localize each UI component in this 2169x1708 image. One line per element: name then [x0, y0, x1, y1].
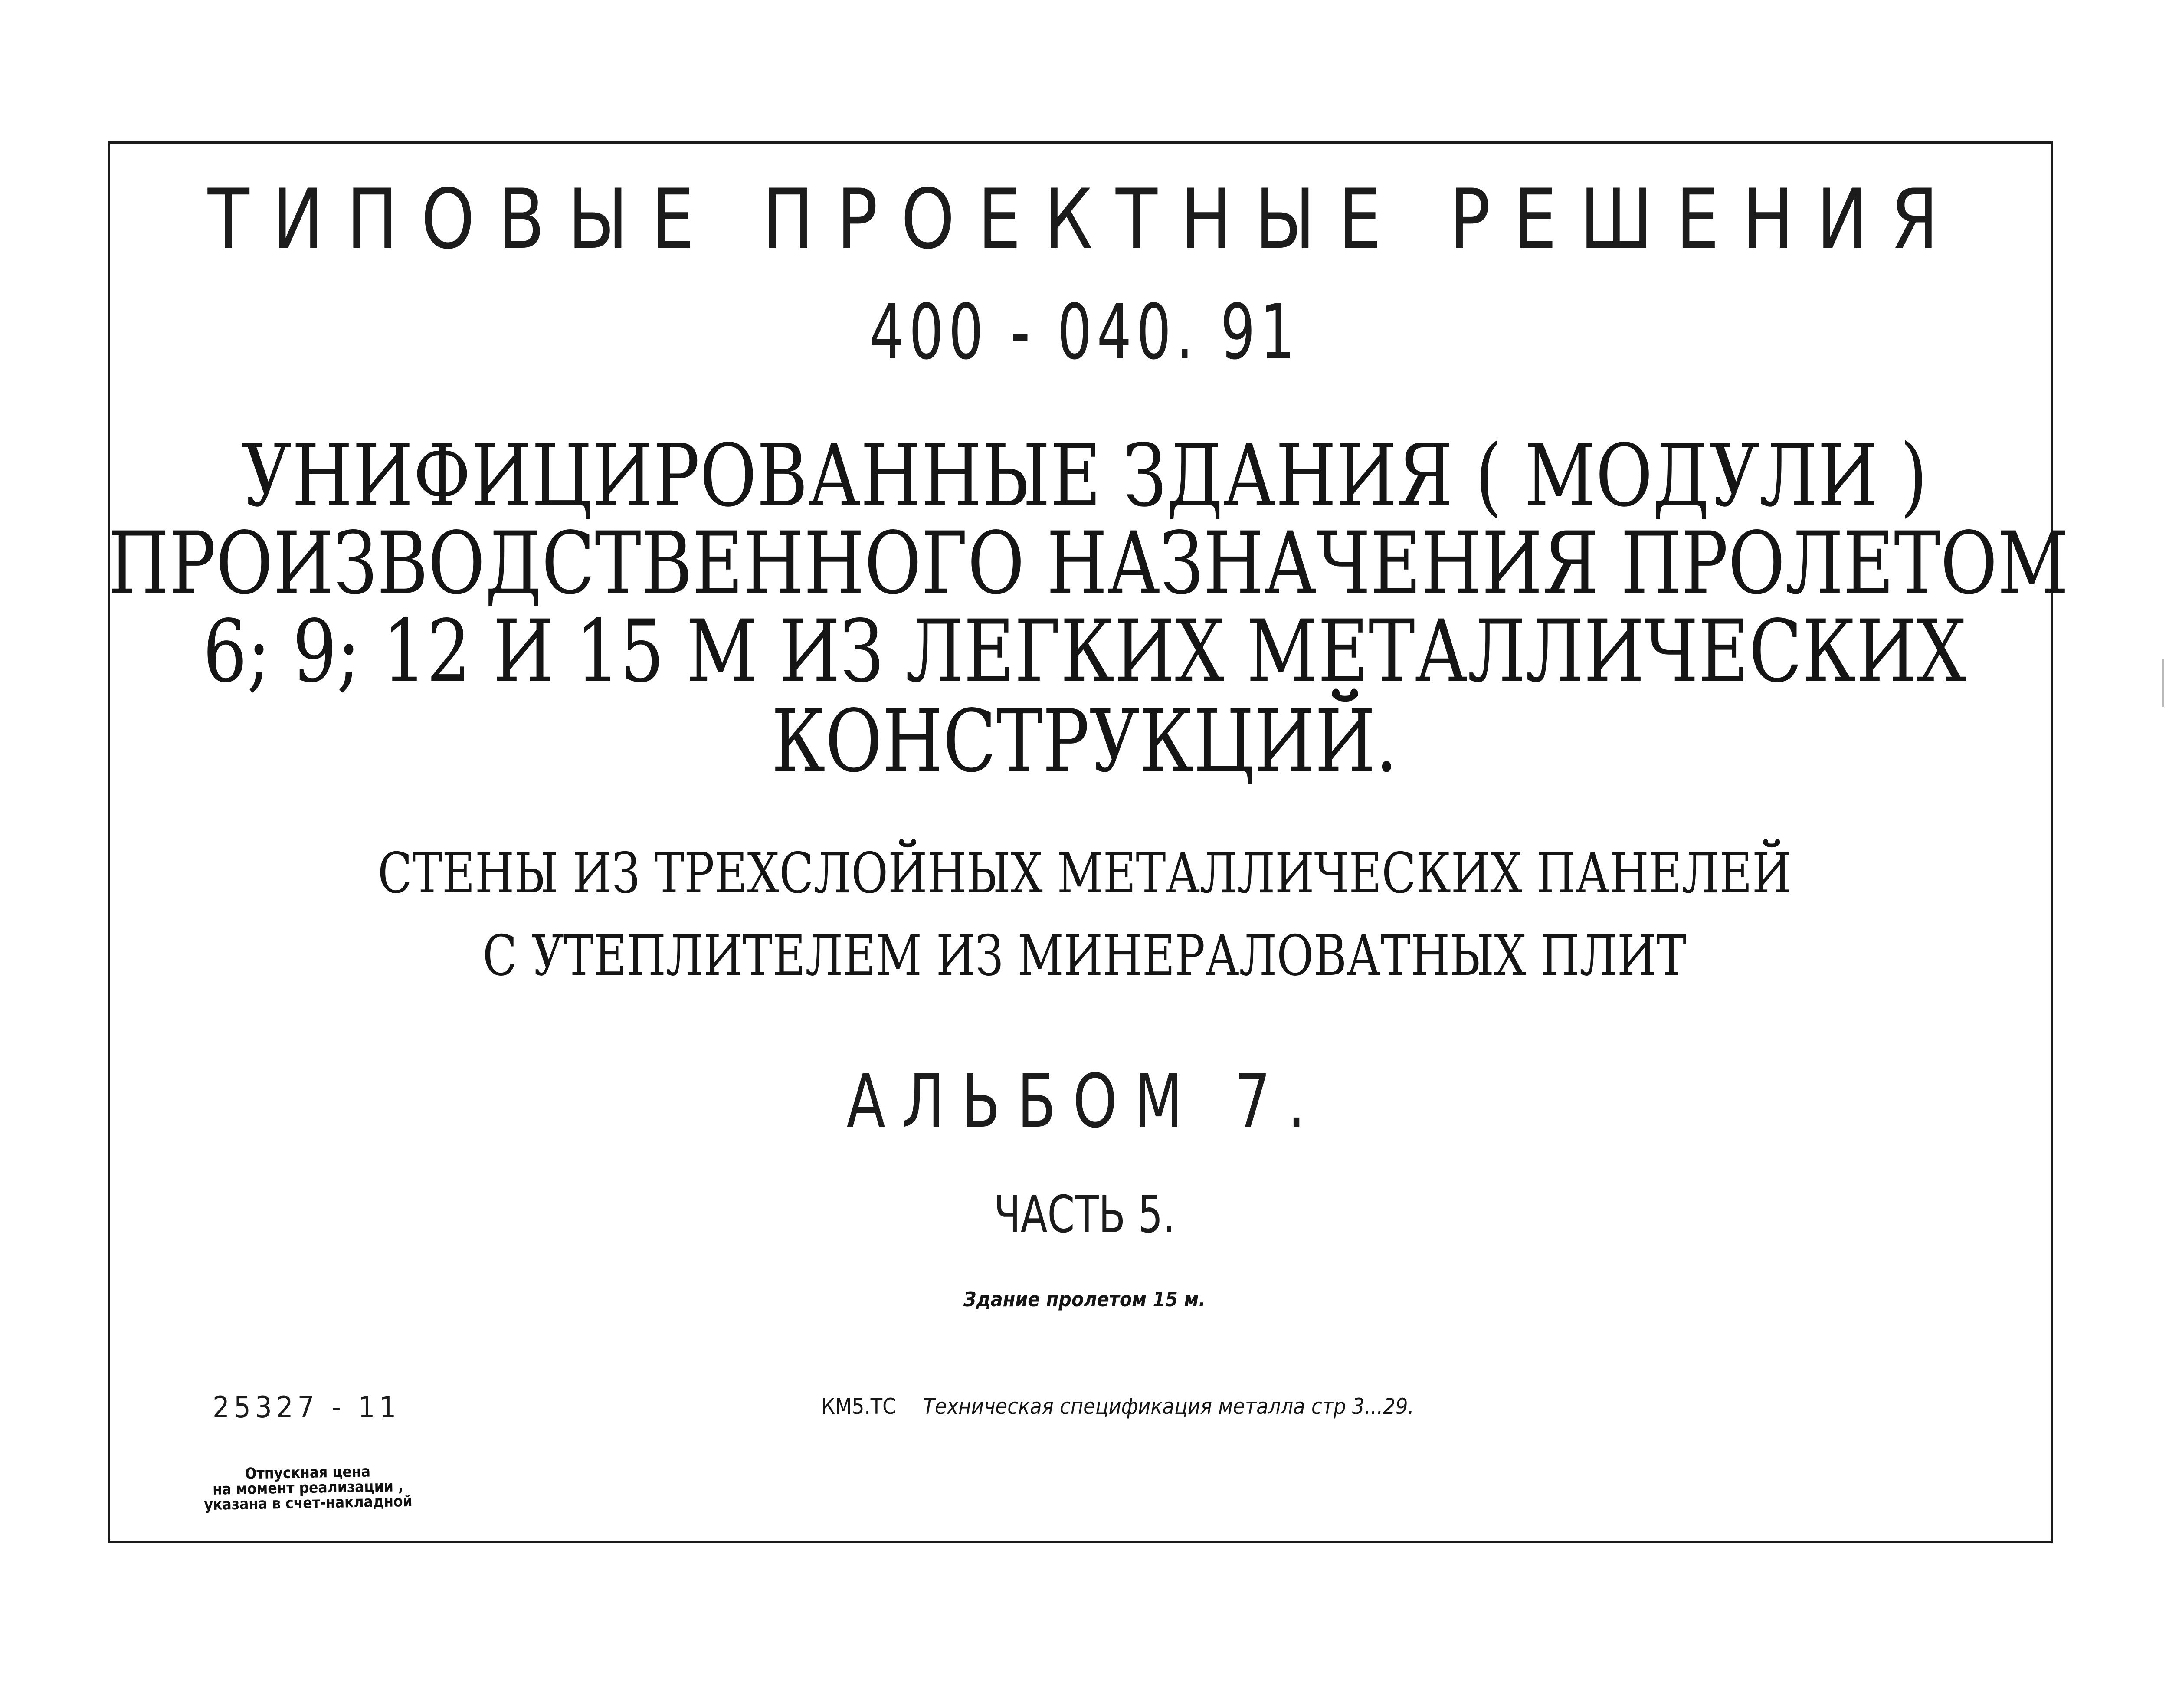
spec-reference [821, 1394, 1414, 1419]
price-stamp-line-2: на момент реализации , [212, 1478, 404, 1498]
subtitle-line-1: СТЕНЫ ИЗ ТРЕХСЛОЙНЫХ МЕТАЛЛИЧЕСКИХ ПАНЕЛЕЙ [377, 841, 1792, 906]
series-title: ТИПОВЫЕ ПРОЕКТНЫЕ РЕШЕНИЯ [207, 171, 1962, 267]
spec-code: КМ5.ТС [821, 1394, 896, 1419]
part-number: ЧАСТЬ 5. [993, 1184, 1176, 1244]
spec-description: Техническая спецификация металла стр 3...29. [923, 1394, 1414, 1419]
inventory-number: 25327 - 11 [213, 1390, 401, 1425]
album-number: АЛЬБОМ 7. [846, 1059, 1323, 1144]
main-title-line-4: КОНСТРУКЦИЙ. [771, 691, 1398, 791]
main-title-line-2: ПРОИЗВОДСТВЕННОГО НАЗНАЧЕНИЯ ПРОЛЕТОМ [108, 513, 2069, 613]
building-span-note: Здание пролетом 15 м. [963, 1288, 1206, 1311]
price-stamp-line-1: Отпускная цена [245, 1463, 371, 1483]
main-title-line-3: 6; 9; 12 И 15 М ИЗ ЛЕГКИХ МЕТАЛЛИЧЕСКИХ [203, 601, 1966, 702]
scan-edge-mark [2162, 659, 2164, 707]
price-stamp-line-3: указана в счет-накладной [204, 1492, 413, 1514]
series-code: 400 - 040. 91 [869, 288, 1300, 377]
price-stamp [143, 1462, 473, 1514]
subtitle-line-2: С УТЕПЛИТЕЛЕМ ИЗ МИНЕРАЛОВАТНЫХ ПЛИТ [482, 924, 1687, 988]
main-title-line-1: УНИФИЦИРОВАННЫЕ ЗДАНИЯ ( МОДУЛИ ) [241, 426, 1928, 526]
